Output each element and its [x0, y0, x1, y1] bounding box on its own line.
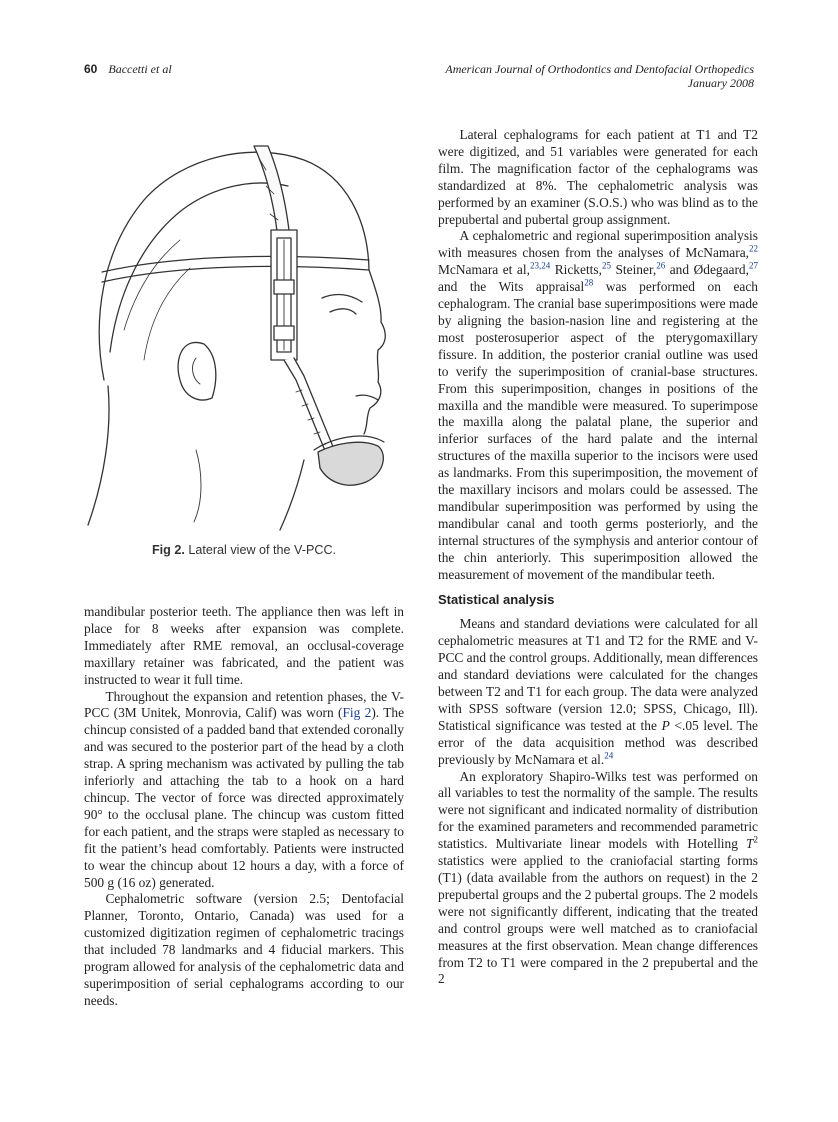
text-span: was performed on each cephalogram. The cranial base superimpositions were made by aligning the basion-nasion line and registering at the most posterosuperior aspect of the pterygomaxillary fissure. In addition, the posterior cranial outline was used to verify the superimposition of cranial-base structures. From this superimposition, changes in positions of the maxilla and the mandible were measured. To superimpose the maxilla along the palatal plane, the superior and inferior surfaces of the hard palate and the internal structures of the maxilla superior to the incisors were used as landmarks. From this superimposition, the movement of the maxillary incisors and molars could be assessed. The mandibular superimposition was performed by using the mandibular canal and tooth germs posteriorly, and the internal structures of the symphysis and anterior contour of the chin anteriorly. This superimposition allowed the measurement of movement of the mandibular teeth. [438, 279, 758, 582]
running-authors: Baccetti et al [108, 62, 172, 76]
paragraph: Lateral cephalograms for each patient at T1 and T2 were digitized, and 51 variables were generated for each film. The magnification factor of the cephalograms was standardized at 8%. The cephalometric analysis was performed by an examiner (S.O.S.) who was blind as to the prepubertal and pubertal group assignment. [438, 127, 758, 227]
reference-link[interactable]: 24 [604, 750, 614, 761]
text-span: Steiner, [610, 262, 657, 278]
ear [178, 342, 216, 400]
issue-date: January 2008 [687, 76, 754, 90]
neck-back [88, 386, 109, 525]
paragraph [84, 689, 404, 892]
superscript: 2 [753, 834, 758, 845]
text-span: Ricketts, [550, 262, 602, 278]
right-column [438, 127, 758, 988]
text-span: <.05 level. The error of the data acquisition method was described previously by McNamara et al. [438, 717, 758, 767]
text-span: statistics were applied to the craniofacial starting forms (T1) (data available from the authors on request) in the 2 prepubertal groups and the 2 pubertal groups. The 2 models were not significantly different, indicating that the treated and control groups were well matched as to craniofacial measures at the first observation. Mean change differences from T2 to T1 were compared in the 2 prepubertal and the 2 [438, 853, 758, 987]
mouth [356, 395, 378, 400]
figure-link[interactable]: Fig 2 [342, 705, 372, 721]
left-column [84, 604, 404, 1010]
neck-front [280, 460, 304, 530]
text-span: ). The chincup consisted of a padded band that extended coronally and was secured to the posterior part of the head by a cloth strap. A spring mechanism was activated by pulling the tab inferiorly and attaching the tab to a hook on a hard chincup. The vector of force was directed approximately 90° to the occlusal plane. The chincup was custom fitted for each patient, and the straps were stapled as necessary to fit the patient’s head comfortably. Patients were instructed to wear the chincup about 12 hours a day, with a force of 500 g (16 oz) generated. [84, 705, 405, 890]
text-span: An exploratory Shapiro-Wilks test was performed on all variables to test the normality of the sample. The results were not significant and indicated normality of distribution for the examined parameters and recommended parametric statistics. Multivariate linear models with Hotelling [438, 768, 758, 852]
figure-caption-text: Lateral view of the V-PCC. [188, 543, 337, 557]
text-span: A cephalometric and regional superimposition analysis with measures chosen from the analyses of McNamara, [438, 228, 758, 261]
paragraph: mandibular posterior teeth. The appliance then was left in place for 8 weeks after expansion was complete. Immediately after RME removal, an occlusal-coverage maxillary retainer was fabricated, and the patient was instructed to wear it full time. [84, 604, 404, 687]
paragraph [438, 616, 758, 768]
t-symbol: T [746, 836, 754, 852]
reference-link[interactable]: 22 [749, 243, 758, 254]
brow [322, 295, 362, 302]
face-profile [364, 270, 385, 434]
text-span: and the Wits appraisal [438, 279, 585, 295]
text-span: McNamara et al, [438, 262, 530, 278]
paragraph [438, 228, 758, 583]
eye [330, 309, 356, 314]
figure-label: Fig 2. [151, 543, 185, 557]
head-with-chincup-drawing [84, 130, 404, 532]
journal-name: American Journal of Orthodontics and Dentofacial Orthopedics [445, 62, 754, 76]
paragraph [438, 769, 758, 989]
chincup [318, 442, 383, 485]
reference-link[interactable]: 23,24 [529, 260, 551, 271]
paragraph: Cephalometric software (version 2.5; Dentofacial Planner, Toronto, Ontario, Canada) was used for a customized digitization regimen of cephalometric tracings that included 78 landmarks and 4 fiducial markers. This program allowed for analysis of the cephalometric data and superimposition of serial cephalograms according to our needs. [84, 891, 404, 1008]
text-span: Throughout the expansion and retention phases, the V-PCC (3M Unitek, Monrovia, Calif) was worn ( [84, 688, 404, 721]
reference-link[interactable]: 28 [584, 277, 594, 288]
reference-link[interactable]: 25 [601, 260, 611, 271]
reference-link[interactable]: 27 [748, 260, 758, 271]
head-strap [102, 256, 369, 272]
running-header-left [84, 62, 172, 77]
text-span: Means and standard deviations were calculated for all cephalometric measures at T1 and T2 for the RME and V-PCC and the control groups. Additionally, mean differences and standard deviations were calculated for the changes between T2 and T1 for each group. The data were analyzed with SPSS software (version 12.0; SPSS, Chicago, Ill). Statistical significance was tested at the [438, 616, 758, 733]
section-heading: Statistical analysis [438, 592, 555, 608]
reference-link[interactable]: 26 [656, 260, 666, 271]
page-number: 60 [84, 62, 98, 76]
p-value-symbol: P [661, 717, 670, 733]
figure-2-illustration [84, 130, 404, 532]
figure-caption [84, 543, 404, 557]
text-span: and Ødegaard, [665, 262, 749, 278]
running-header-right [445, 62, 754, 90]
